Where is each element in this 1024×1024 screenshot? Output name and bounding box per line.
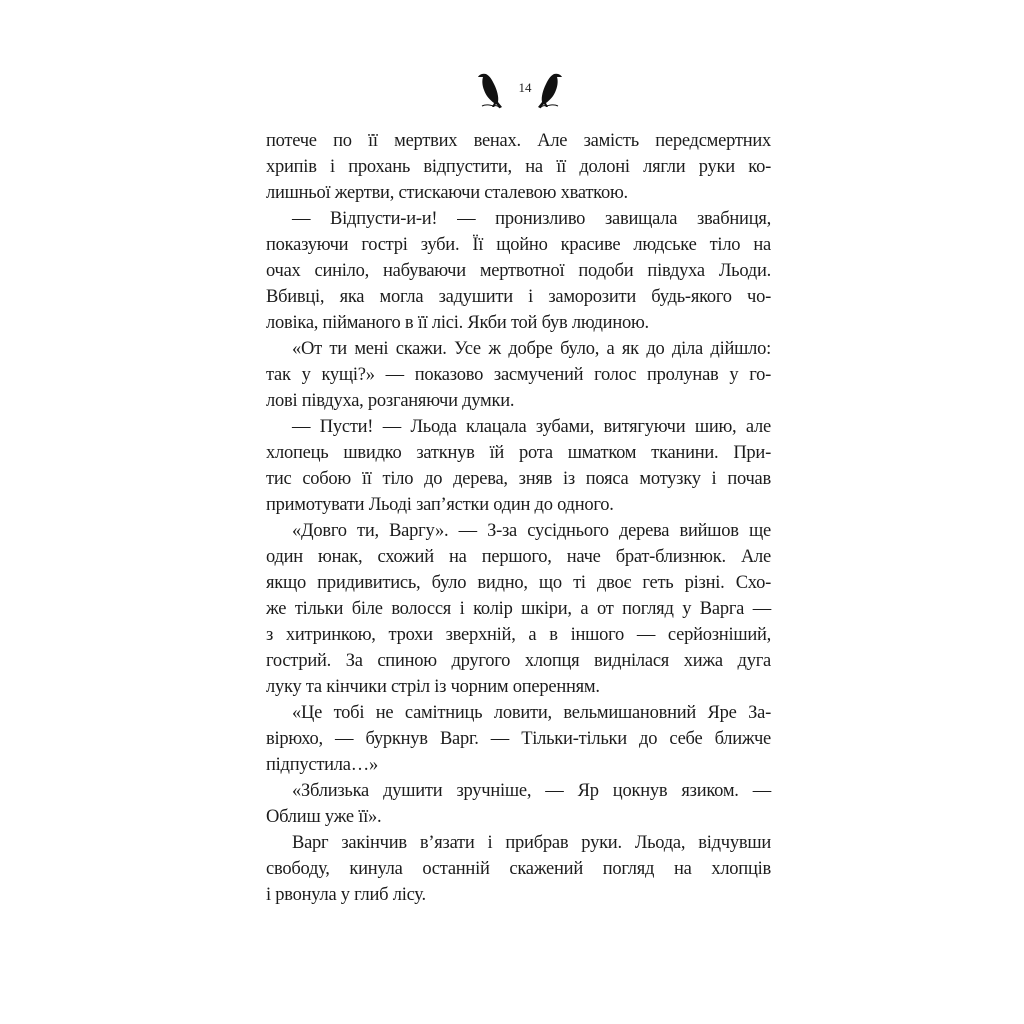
raven-icon xyxy=(478,70,504,110)
text-line: — Відпусти-и-и! — пронизливо завищала звабниця, xyxy=(292,209,771,229)
text-line: тис собою її тіло до дерева, зняв із пояса мотузку і почав xyxy=(266,469,771,489)
text-line: «От ти мені скажи. Усе ж добре було, а як до діла дійшло: xyxy=(292,339,771,359)
body-text xyxy=(266,128,771,908)
text-line: підпустила…» xyxy=(266,755,378,775)
text-line: один юнак, схожий на першого, наче брат-близнюк. Але xyxy=(266,547,771,567)
text-line: і рвонула у глиб лісу. xyxy=(266,885,426,905)
raven-icon xyxy=(536,70,562,110)
text-line: Облиш уже її». xyxy=(266,807,382,827)
text-line: же тільки біле волосся і колір шкіри, а от погляд у Варга — xyxy=(266,599,771,619)
text-line: ловіка, пійманого в її лісі. Якби той був людиною. xyxy=(266,313,649,333)
text-line: «Довго ти, Варгу». — З-за сусіднього дерева вийшов ще xyxy=(292,521,771,541)
text-line: очах синіло, набуваючи мертвотної подоби півдуха Льоди. xyxy=(266,261,771,281)
page-number: 14 xyxy=(518,80,532,95)
text-line: вірюхо, — буркнув Варг. — Тільки-тільки до себе ближче xyxy=(266,729,771,749)
text-line: «Зблизька душити зручніше, — Яр цокнув язиком. — xyxy=(292,781,771,801)
text-line: примотувати Льоді зап’ястки один до одного. xyxy=(266,495,614,515)
page-header xyxy=(0,68,1024,112)
text-line: лишньої жертви, стискаючи сталевою хваткою. xyxy=(266,183,628,203)
text-line: потече по її мертвих венах. Але замість передсмертних xyxy=(266,131,771,151)
text-line: луку та кінчики стріл із чорним оперенням. xyxy=(266,677,600,697)
text-line: гострий. За спиною другого хлопця виднілася хижа дуга xyxy=(266,651,771,671)
text-line: — Пусти! — Льода клацала зубами, витягуючи шию, але xyxy=(292,417,771,437)
text-line: так у кущі?» — показово засмучений голос пролунав у го- xyxy=(266,365,771,385)
text-line: якщо придивитись, було видно, що ті двоє геть різні. Схо- xyxy=(266,573,771,593)
text-line: хлопець швидко заткнув їй рота шматком тканини. При- xyxy=(266,443,771,463)
text-line: з хитринкою, трохи зверхній, а в іншого — серйозніший, xyxy=(266,625,771,645)
text-line: свободу, кинула останній скажений погляд на хлопців xyxy=(266,859,771,879)
text-line: Вбивці, яка могла задушити і заморозити будь-якого чо- xyxy=(266,287,771,307)
text-line: хрипів і прохань відпустити, на її долоні лягли руки ко- xyxy=(266,157,771,177)
text-line: «Це тобі не самітниць ловити, вельмишановний Яре За- xyxy=(292,703,771,723)
text-line: Варг закінчив в’язати і прибрав руки. Льода, відчувши xyxy=(292,833,771,853)
text-line: лові півдуха, розганяючи думки. xyxy=(266,391,515,411)
text-line: показуючи гострі зуби. Її щойно красиве людське тіло на xyxy=(266,235,771,255)
